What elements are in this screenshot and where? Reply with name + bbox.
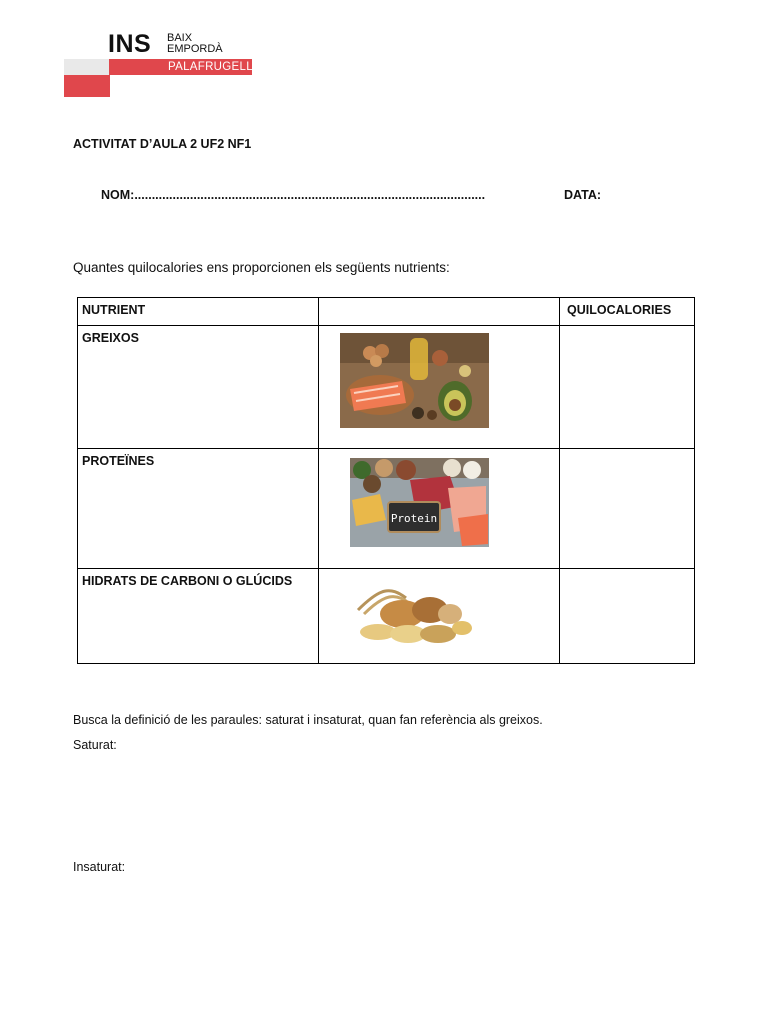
protein-sign-text: Protein: [390, 512, 438, 525]
carbs-food-photo: [350, 580, 475, 650]
activity-title: ACTIVITAT D’AULA 2 UF2 NF1: [73, 137, 252, 151]
instruction-text: Busca la definició de les paraules: saturat i insaturat, quan fan referència als greixos.: [73, 713, 543, 727]
date-field: DATA:: [564, 188, 602, 202]
logo-palafrugell-text: PALAFRUGELL: [168, 61, 253, 73]
row-label-greixos: GREIXOS: [82, 331, 139, 345]
table-divider: [318, 298, 319, 663]
header-quilocalories: QUILOCALORIES: [567, 303, 672, 317]
logo-ins-text: INS: [108, 30, 152, 58]
table-divider: [559, 298, 560, 663]
protein-food-photo: [350, 458, 489, 547]
saturat-label: Saturat:: [73, 738, 117, 752]
question-text: Quantes quilocalories ens proporcionen els següents nutrients:: [73, 260, 450, 275]
logo-gray-block: [64, 59, 109, 75]
row-label-proteines: PROTEÏNES: [82, 454, 155, 468]
header-nutrient: NUTRIENT: [82, 303, 146, 317]
school-logo: [64, 30, 254, 100]
name-field: NOM:.....................................................................................................: [101, 188, 486, 202]
nutrient-table: [77, 297, 695, 664]
table-divider: [78, 568, 694, 569]
logo-red-block: [64, 75, 110, 97]
logo-baix-text: BAIX: [167, 32, 193, 44]
logo-emporda-text: EMPORDÀ: [167, 43, 223, 55]
fats-food-photo: [340, 333, 489, 428]
row-label-glucids: HIDRATS DE CARBONI O GLÚCIDS: [82, 574, 293, 588]
table-divider: [78, 325, 694, 326]
table-divider: [78, 448, 694, 449]
insaturat-label: Insaturat:: [73, 860, 126, 874]
